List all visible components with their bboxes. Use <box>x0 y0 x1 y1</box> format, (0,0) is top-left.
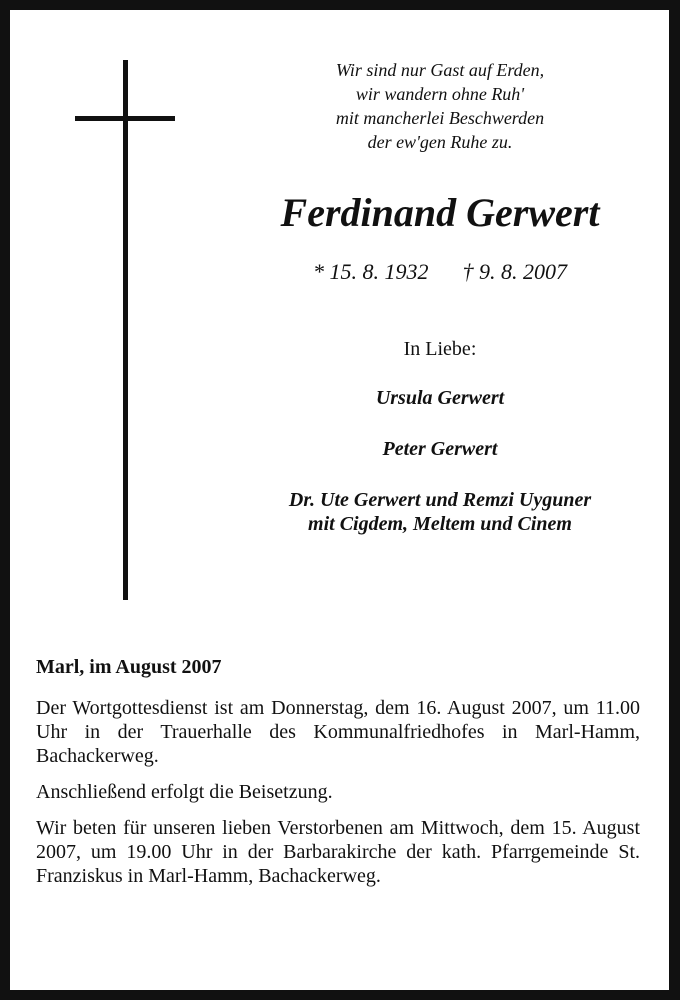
life-dates <box>215 258 665 286</box>
birth-date: * 15. 8. 1932 <box>313 259 429 284</box>
cross-horizontal-bar <box>75 116 175 121</box>
place-date: Marl, im August 2007 <box>36 656 222 678</box>
poem-line: der ew'gen Ruhe zu. <box>367 132 513 152</box>
mourner-name: Ursula Gerwert <box>375 387 505 409</box>
deceased-name: Ferdinand Gerwert <box>280 190 600 235</box>
cross-icon <box>75 60 175 600</box>
poem <box>215 58 665 154</box>
mourner-name: Peter Gerwert <box>382 438 498 460</box>
service-paragraph: Der Wortgottesdienst ist am Donnerstag, dem 16. August 2007, um 11.00 Uhr in der Trauerhalle des Kommunalfriedhofes in Marl-Hamm, Bachackerweg. <box>36 697 640 767</box>
poem-line: wir wandern ohne Ruh' <box>355 84 525 104</box>
service-details <box>36 655 640 900</box>
obituary-header <box>215 58 665 536</box>
prayer-paragraph: Wir beten für unseren lieben Verstorbenen am Mittwoch, dem 15. August 2007, um 19.00 Uhr in der Barbarakirche der kath. Pfarrgemeinde St. Franziskus in Marl-Hamm, Bachackerweg. <box>36 817 640 887</box>
burial-paragraph: Anschließend erfolgt die Beisetzung. <box>36 781 333 803</box>
poem-line: Wir sind nur Gast auf Erden, <box>335 60 545 80</box>
death-date: † 9. 8. 2007 <box>462 259 567 284</box>
mourners-intro: In Liebe: <box>403 338 477 360</box>
cross-vertical-bar <box>123 60 128 600</box>
mourner-name: mit Cigdem, Meltem und Cinem <box>308 513 572 535</box>
poem-line: mit mancherlei Beschwerden <box>335 108 545 128</box>
mourner-name: Dr. Ute Gerwert und Remzi Uyguner <box>288 489 592 511</box>
